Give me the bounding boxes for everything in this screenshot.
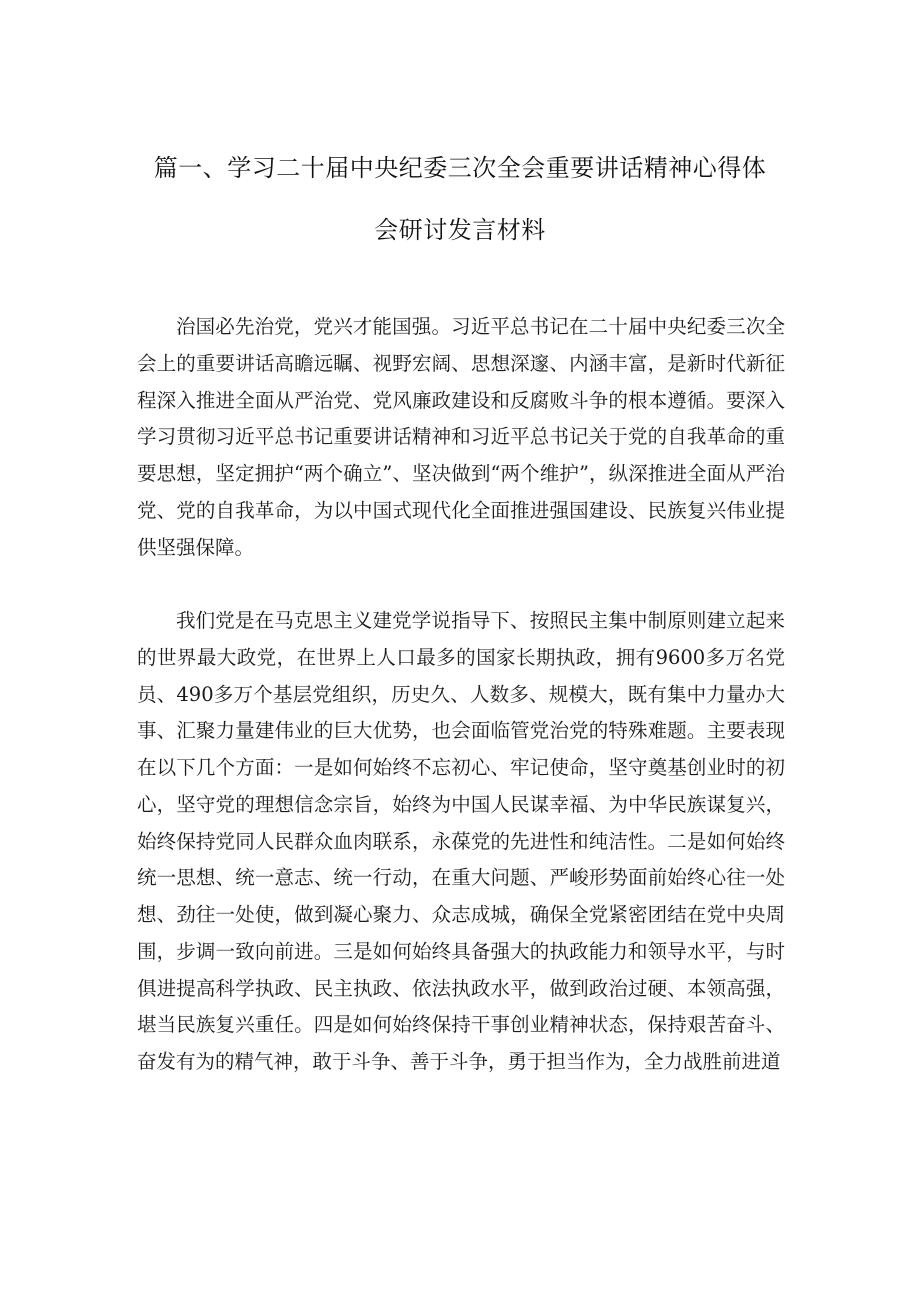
body-paragraph-1-block [137, 309, 785, 566]
body-paragraph-2-block [137, 603, 785, 1081]
body-paragraph: 治国必先治党，党兴才能国强。习近平总书记在二十届中央纪委三次全会上的重要讲话高瞻远瞩、视野宏阔、思想深邃、内涵丰富，是新时代新征程深入推进全面从严治党、党风廉政建设和反腐败斗争的根本遵循。要深入学习贯彻习近平总书记重要讲话精神和习近平总书记关于党的自我革命的重要思想，坚定拥护“两个确立”、坚决做到“两个维护”，纵深推进全面从严治党、党的自我革命，为以中国式现代化全面推进强国建设、民族复兴伟业提供坚强保障。 [137, 315, 785, 559]
document-title-line-1: 篇一、学习二十届中央纪委三次全会重要讲话精神心得体 [153, 154, 767, 182]
body-paragraph: 我们党是在马克思主义建党学说指导下、按照民主集中制原则建立起来的世界最大政党，在世界上人口最多的国家长期执政，拥有9600多万名党员、490多万个基层党组织，历史久、人数多、规模大，既有集中力量办大事、汇聚力量建伟业的巨大优势，也会面临管党治党的特殊难题。主要表现在以下几个方面：一是如何始终不忘初心、牢记使命，坚守奠基创业时的初心，坚守党的理想信念宗旨，始终为中国人民谋幸福、为中华民族谋复兴，始终保持党同人民群众血肉联系，永葆党的先进性和纯洁性。二是如何始终统一思想、统一意志、统一行动，在重大问题、严峻形势面前始终心往一处想、劲往一处使，做到凝心聚力、众志成城，确保全党紧密团结在党中央周围，步调一致向前进。三是如何始终具备强大的执政能力和领导水平，与时俱进提高科学执政、民主执政、依法执政水平，做到政治过硬、本领高强，堪当民族复兴重任。四是如何始终保持干事创业精神状态，保持艰苦奋斗、奋发有为的精气神，敢于斗争、善于斗争，勇于担当作为，全力战胜前进道 [137, 609, 785, 1073]
document-title-line-2: 会研讨发言材料 [374, 216, 546, 244]
